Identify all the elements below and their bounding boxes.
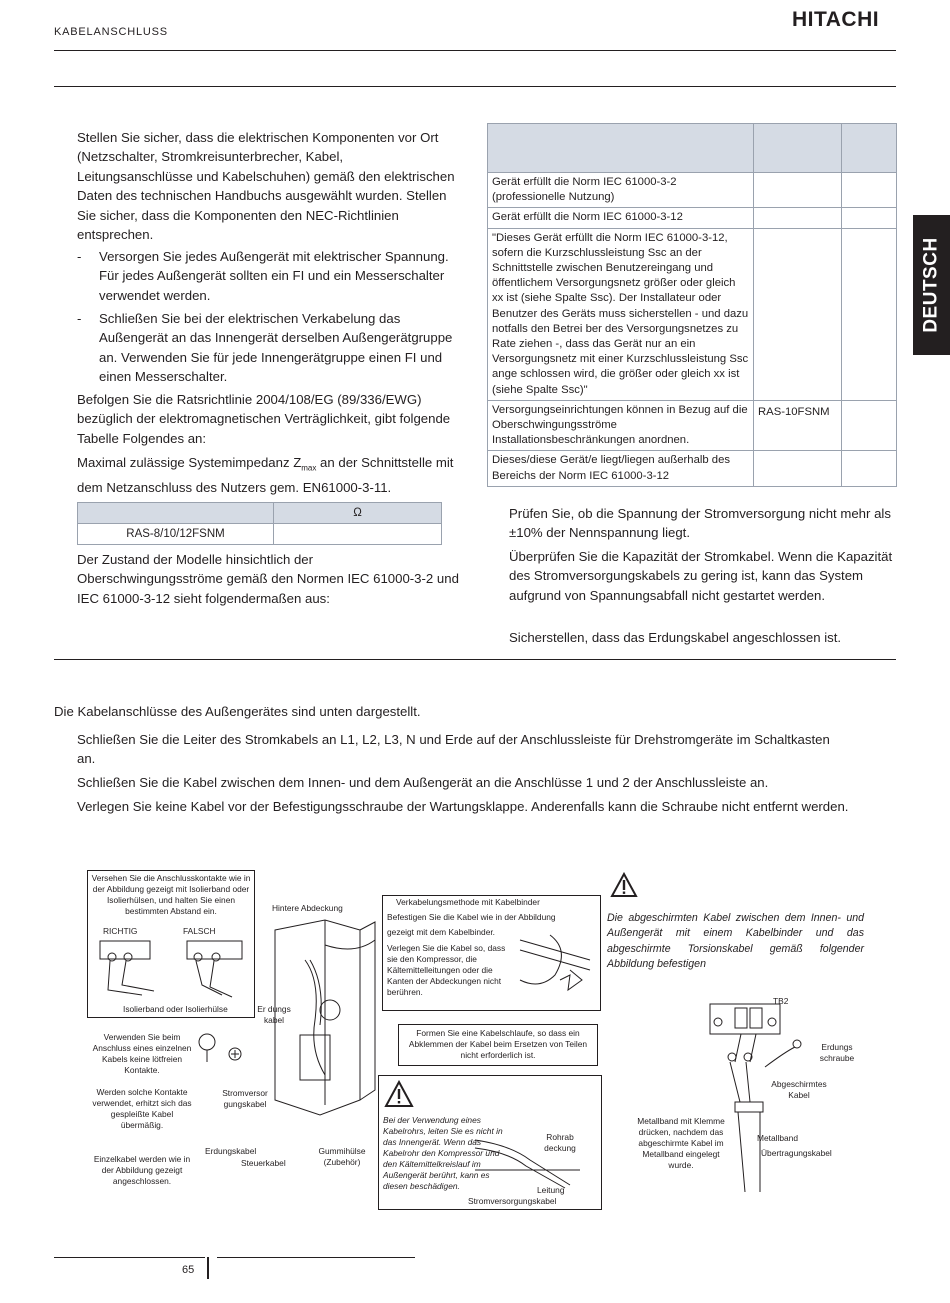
terminal-illustration [92,935,252,1003]
label-richtig: RICHTIG [103,926,138,936]
section-header: KABELANSCHLUSS [54,26,168,38]
header-rule [54,50,896,51]
label-uebertragungskabel: Übertragungskabel [761,1148,832,1158]
bullet-text: Versorgen Sie jedes Außengerät mit elektrischer Spannung. Für jedes Außengerät sollten ein FI und ein Messerschalter verwendet werden. [99,249,449,303]
language-tab [913,215,950,355]
page-number: 65 [182,1264,195,1276]
metal-band-note: Metallband mit Klemme drücken, nachdem das abgeschirmte Kabel im Metallband eingelegt wurde. [637,1116,725,1170]
bullet-text: Schließen Sie bei der elektrischen Verkabelung das Außengerät an das Innengerät derselben Außengerätgruppe an. Verwenden Sie für jede Innengerätgruppe einen FI und einen Messerschalter. [99,311,453,385]
connection-intro: Die Kabelanschlüsse des Außengerätes sind unten dargestellt. [54,704,421,719]
label-erdungskabel: Erdungskabel [205,1146,257,1156]
single-cable-connect-note: Einzelkabel werden wie in der Abbildung gezeigt angeschlossen. [93,1154,191,1186]
language-label: DEUTSCH [920,237,942,333]
ring-terminal-illustration [193,1030,248,1065]
cable-tie-title: Verkabelungsmethode mit Kabelbinder [396,897,540,907]
label-abgeschirmtes-kabel: Abgeschirmtes Kabel [771,1079,827,1100]
table-row: Gerät erfüllt die Norm IEC 61000-3-2 (professionelle Nutzung) [488,173,897,208]
footer-divider [207,1257,209,1279]
footer-rule [217,1257,415,1258]
cable-tie-step2: Verlegen Sie die Kabel so, dass sie den Kompressor, die Kältemittelleitungen oder die Kanten der Abdeckungen nicht berühren. [387,943,506,997]
label-tb2: TB2 [773,996,789,1006]
contacts-note: Versehen Sie die Anschlusskontakte wie in der Abbildung gezeigt mit Isolierband oder Isolierhülsen, und halten Sie einen bestimmten Abstand ein. [91,873,251,916]
voltage-paragraph: Prüfen Sie, ob die Spannung der Stromversorgung nicht mehr als ±10% der Nennspannung liegt. [509,506,891,541]
impedance-model-cell: RAS-8/10/12FSNM [78,524,274,545]
impedance-paragraph: Maximal zulässige Systemimpedanz $Z_{max}$ an der Schnittstelle mit dem Netzanschluss des Nutzers gem. EN61000-3-11. [77,455,454,496]
connection-paragraph: Schließen Sie die Leiter des Stromkabels an L1, L2, L3, N und Erde auf der Anschlussleiste für Drehstromgeräte im Schaltkasten an. [77,732,830,767]
connection-paragraph: Schließen Sie die Kabel zwischen dem Innen- und dem Außengerät an die Anschlüsse 1 und 2 der Anschlussleiste an. [77,775,769,790]
capacity-paragraph: Überprüfen Sie die Kapazität der Stromkabel. Wenn die Kapazität des Stromversorgungskabels zu gering ist, kann das System aufgrund von Spannungsabfall nicht gestartet werden. [509,549,893,603]
warning-icon [384,1080,414,1108]
label-stromversorgungskabel: Stromversorgungskabel [468,1196,557,1206]
warning-icon [610,872,638,898]
cable-tie-step1: Befestigen Sie die Kabel wie in der Abbildung gezeigt mit dem Kabelbinder. [387,912,556,937]
label-isolierband: Isolierband oder Isolierhülse [123,1004,228,1014]
splice-note: Werden solche Kontakte verwendet, erhitzt sich das gespleißte Kabel übermäßig. [92,1087,192,1130]
impedance-value-cell [274,524,442,545]
intro-paragraph: Stellen Sie sicher, dass die elektrischen Komponenten vor Ort (Netzschalter, Stromkreisunterbrecher, Kabel, Leitungsanschlüsse und Kabelschuhen) gemäß den elektrischen Daten des technischen Handbuchs ausgewählt wurden. Stellen Sie sicher, dass die Komponenten den NEC-Richtlinien entsprechen. [77,130,455,243]
table-row: Gerät erfüllt die Norm IEC 61000-3-12 [488,208,897,228]
label-stromversorgung: Stromversor gungskabel [222,1088,268,1109]
section-rule-2 [54,659,896,660]
ground-paragraph: Sicherstellen, dass das Erdungskabel angeschlossen ist. [509,630,842,645]
conduit-warning-text: Bei der Verwendung eines Kabelrohrs, leiten Sie es nicht in das Innengerät. Wenn das Kabelrohr den Kompressor und den Kältemittelkreislauf im Außengerät berührt, kann es diesen beschädigen. [383,1115,503,1191]
table-row: "Dieses Gerät erfüllt die Norm IEC 61000-3-12, sofern die Kurzschlussleistung Ssc an der Schnittstelle zwischen Benutzereingang und öffentlichem Versorgungsnetz größer oder gleich xx ist (siehe Spalte Ssc). Der Installateur oder Benutzer des Geräts muss sicherstellen - und dazu notfalls den Betrei ber des Versorgungsnetzes zu Rate ziehen -, dass das Gerät nur an ein Versorgungsnetz mit einer Kurzschlussleistung Ssc ange schlossen wird, die größer oder gleich xx ist (siehe Spalte Ssc)" [488,228,897,400]
label-erdungsschraube: Erdungs schraube [819,1042,855,1063]
table-row: Dieses/diese Gerät/e liegt/liegen außerhalb des Bereichs der Norm IEC 61000-3-12 [488,451,897,486]
cable-tie-illustration [510,920,598,1000]
label-rohrabdeckung: Rohrab deckung [544,1132,576,1153]
cable-loop-note: Formen Sie eine Kabelschlaufe, so dass ein Abklemmen der Kabel beim Ersetzen von Teilen nicht erforderlich ist. [408,1028,588,1060]
impedance-table [77,502,442,545]
directive-paragraph: Befolgen Sie die Ratsrichtlinie 2004/108/EG (89/336/EWG) bezüglich der elektromagnetischen Verträglichkeit, gibt folgende Tabelle Folgendes an: [77,392,451,446]
bullet-item: - Versorgen Sie jedes Außengerät mit elektrischer Spannung. Für jedes Außengerät sollten ein FI und ein Messerschalter verwendet werden. [77,247,462,305]
label-hintere-abdeckung: Hintere Abdeckung [272,903,343,913]
brand-logo: HITACHI [792,8,880,31]
impedance-header-cell [78,503,274,524]
label-gummihuelse: Gummihülse (Zubehör) [318,1146,366,1167]
table-row: Versorgungseinrichtungen können in Bezug auf die Oberschwingungsströme Installationsbeschränkungen anordnen. RAS-10FSNM [488,400,897,451]
single-cable-note: Verwenden Sie beim Anschluss eines einzelnen Kabels keine lötfreien Kontakte. [92,1032,192,1075]
impedance-header-unit: Ω [274,503,442,524]
label-leitung: Leitung [537,1185,565,1195]
bullet-item: - Schließen Sie bei der elektrischen Verkabelung das Außengerät an das Innengerät derselben Außengerätgruppe an. Verwenden Sie für jede Innengerätgruppe einen FI und einen Messerschalter. [77,309,462,387]
section-rule [54,86,896,87]
label-erdungskabel-short: Er dungs kabel [257,1004,291,1025]
label-metallband: Metallband [757,1133,798,1143]
connection-paragraph: Verlegen Sie keine Kabel vor der Befestigungsschraube der Wartungsklappe. Anderenfalls kann die Schraube nicht entfernt werden. [77,799,849,814]
harmonics-table [487,123,897,487]
label-falsch: FALSCH [183,926,216,936]
label-steuerkabel: Steuerkabel [241,1158,286,1168]
shielded-cable-note: Die abgeschirmten Kabel zwischen dem Innen- und Außengerät mit einem Kabelbinder und das abgeschirmte Torsionskabel gemäß folgender Abbildung befestigen [607,912,864,971]
harmonics-paragraph: Der Zustand der Modelle hinsichtlich der Oberschwingungsströme gemäß den Normen IEC 61000-3-2 und IEC 61000-3-12 sieht folgendermaßen aus: [77,552,459,606]
footer-rule [54,1257,205,1258]
